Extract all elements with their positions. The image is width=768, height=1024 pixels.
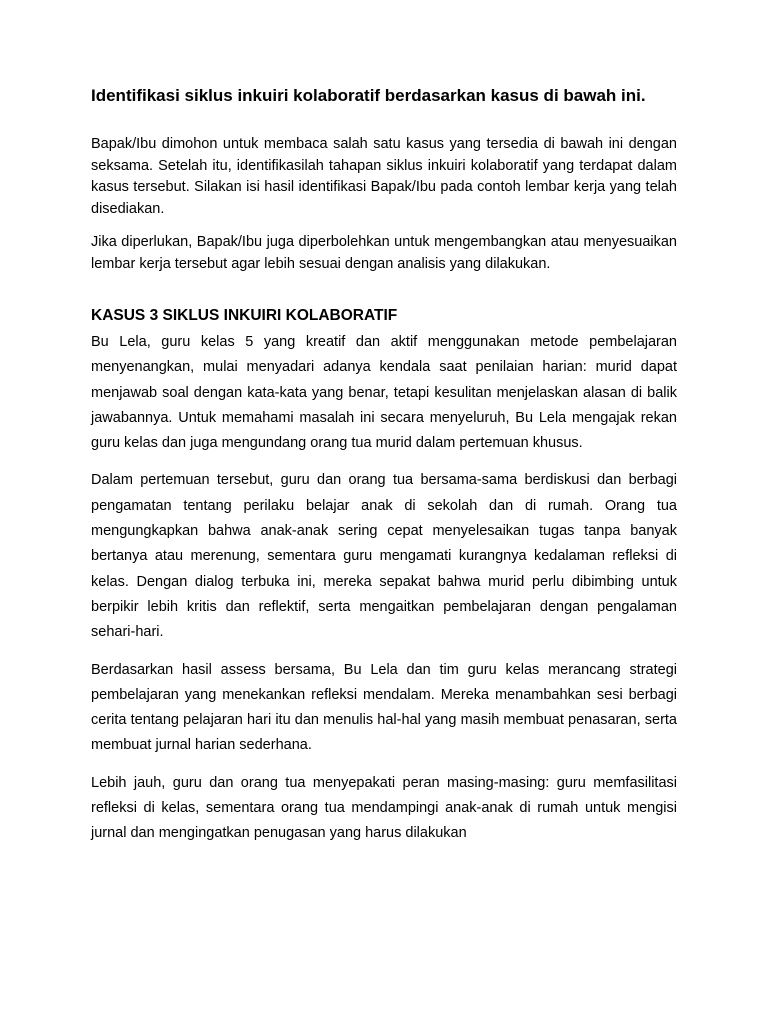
case-paragraph: Berdasarkan hasil assess bersama, Bu Lela dan tim guru kelas merancang strategi pembelajaran yang menekankan refleksi mendalam. Mereka menambahkan sesi berbagi cerita tentang pelajaran hari itu dan menulis hal-hal yang masih membuat penasaran, serta membuat jurnal harian sederhana. [91, 661, 677, 754]
case-paragraph: Dalam pertemuan tersebut, guru dan orang tua bersama-sama berdiskusi dan berbagi pengamatan tentang perilaku belajar anak di sekolah dan di rumah. Orang tua mengungkapkan bahwa anak-anak sering cepat menyelesaikan tugas tanpa banyak bertanya atau merenung, sementara guru mengamati kurangnya kedalaman refleksi di kelas. Dengan dialog terbuka ini, mereka sepakat bahwa murid perlu dibimbing untuk berpikir lebih kritis dan reflektif, serta mengaitkan pembelajaran dengan pengalaman sehari-hari. [91, 472, 677, 641]
case-section [91, 330, 677, 847]
document-page [91, 84, 677, 859]
instructions-section [91, 134, 677, 275]
document-title: Identifikasi siklus inkuiri kolaboratif berdasarkan kasus di bawah ini. [91, 86, 646, 105]
case-paragraph: Bu Lela, guru kelas 5 yang kreatif dan aktif menggunakan metode pembelajaran menyenangkan, mulai menyadari adanya kendala saat penilaian harian: murid dapat menjawab soal dengan kata-kata yang benar, tetapi kesulitan menjelaskan alasan di balik jawabannya. Untuk memahami masalah ini secara menyeluruh, Bu Lela mengajak rekan guru kelas dan juga mengundang orang tua murid dalam pertemuan khusus. [91, 334, 677, 452]
instruction-paragraph: Jika diperlukan, Bapak/Ibu juga diperbolehkan untuk mengembangkan atau menyesuaikan lembar kerja tersebut agar lebih sesuai dengan analisis yang dilakukan. [91, 234, 677, 272]
instruction-paragraph: Bapak/Ibu dimohon untuk membaca salah satu kasus yang tersedia di bawah ini dengan seksama. Setelah itu, identifikasilah tahapan siklus inkuiri kolaboratif yang terdapat dalam kasus tersebut. Silakan isi hasil identifikasi Bapak/Ibu pada contoh lembar kerja yang telah disediakan. [91, 136, 677, 217]
case-heading: KASUS 3 SIKLUS INKUIRI KOLABORATIF [91, 307, 398, 324]
case-paragraph: Lebih jauh, guru dan orang tua menyepakati peran masing-masing: guru memfasilitasi refleksi di kelas, sementara orang tua mendampingi anak-anak di rumah untuk mengisi jurnal dan mengingatkan penugasan yang harus dilakukan [91, 774, 677, 842]
